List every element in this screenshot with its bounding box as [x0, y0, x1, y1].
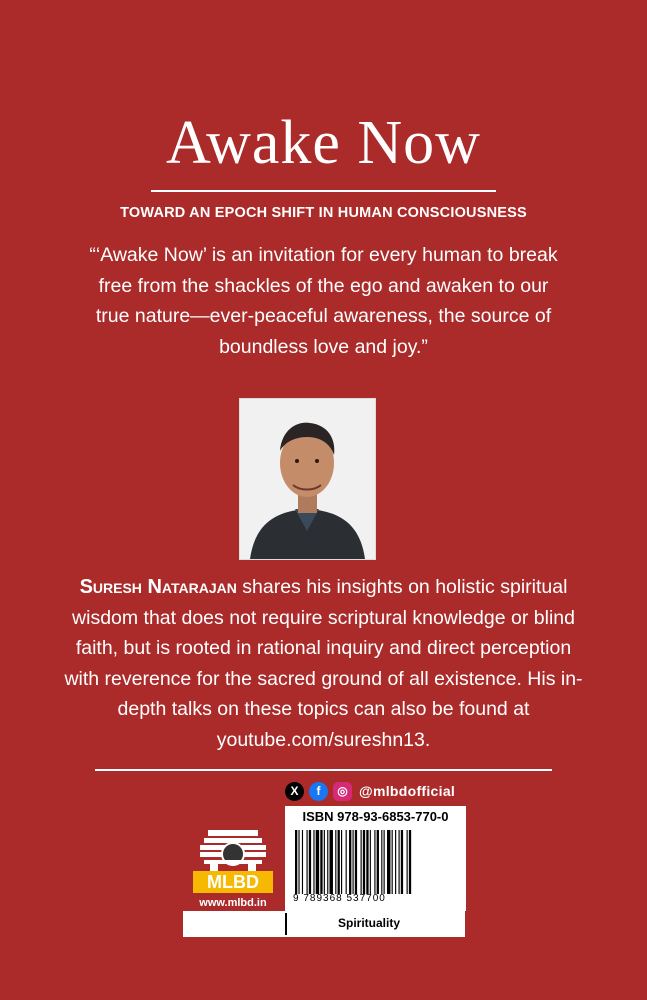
x-icon[interactable]: X	[285, 782, 304, 801]
author-portrait-icon	[240, 399, 375, 559]
book-subtitle: TOWARD AN EPOCH SHIFT IN HUMAN CONSCIOUSNESS	[120, 205, 527, 221]
bottom-divider	[95, 769, 552, 771]
book-title: Awake Now	[166, 109, 481, 177]
author-bio	[60, 572, 587, 755]
title-divider	[151, 190, 496, 192]
publisher-name: MLBD	[207, 872, 259, 892]
social-links	[285, 781, 455, 801]
instagram-icon[interactable]: ◎	[333, 782, 352, 801]
category-divider	[285, 913, 287, 935]
isbn-barcode	[285, 806, 466, 911]
facebook-icon[interactable]: f	[309, 782, 328, 801]
barcode-digits: 9 789368 537700	[293, 893, 386, 904]
author-bio-text: shares his insights on holistic spiritual wisdom that does not require scriptural knowledge or blind faith, but is rooted in rational inquiry and direct perception with reverence for the sacred ground of all existence. His in-depth talks on these topics can also be found at youtube.com/sureshn13.	[64, 576, 583, 751]
author-photo	[239, 398, 376, 560]
category-label: Spirituality	[338, 916, 401, 930]
social-handle[interactable]: @mlbdofficial	[359, 783, 456, 799]
cover-quote: “‘Awake Now’ is an invitation for every human to break free from the shackles of the ego and awaken to our true nature—ever-peaceful awareness, the source of boundless love and joy.”	[89, 244, 558, 358]
publisher-url[interactable]: www.mlbd.in	[199, 897, 267, 909]
category-strip	[183, 911, 465, 937]
barcode-icon	[295, 830, 459, 894]
isbn-label: ISBN 978-93-6853-770-0	[302, 809, 449, 824]
author-name: Suresh Natarajan	[79, 576, 237, 598]
